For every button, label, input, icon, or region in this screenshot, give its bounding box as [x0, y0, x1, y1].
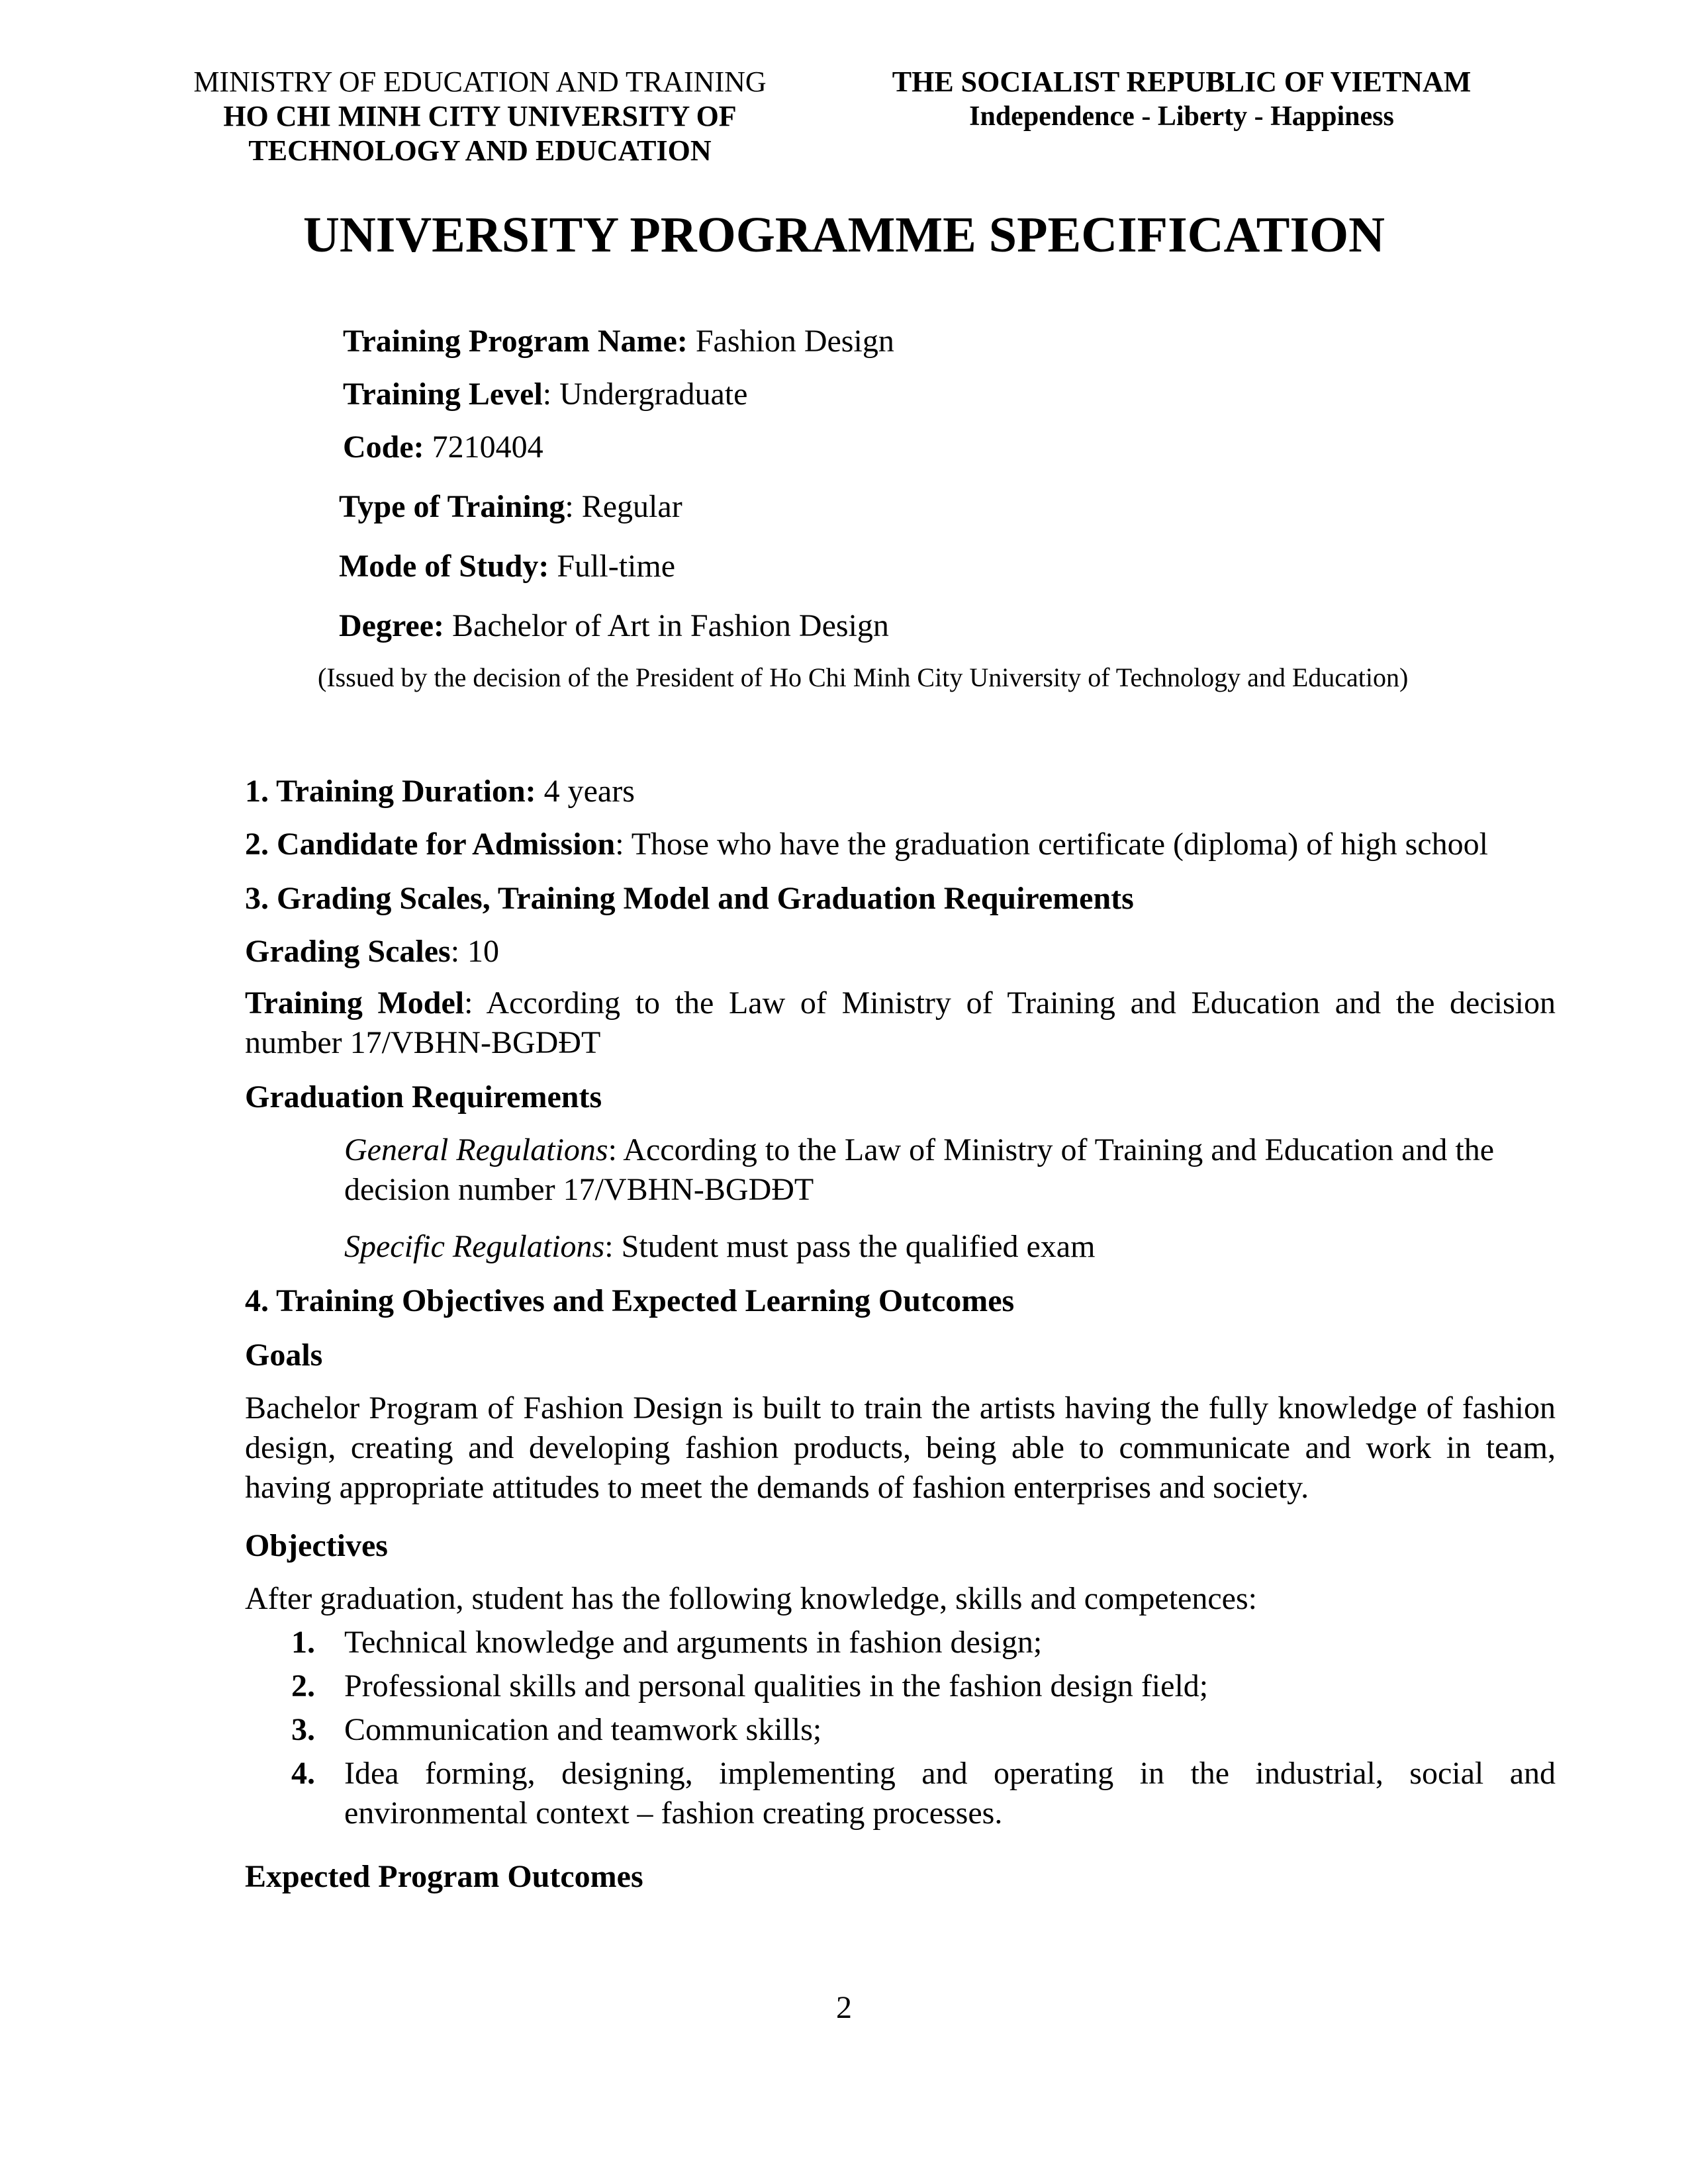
type-of-training-label: Type of Training — [339, 489, 565, 524]
admission-value: : Those who have the graduation certificate (diploma) of high school — [615, 827, 1488, 862]
admission-label: 2. Candidate for Admission — [245, 827, 616, 862]
objective-item: Idea forming, designing, implementing and operating in the industrial, social and environmental context – fashion creating processes. — [344, 1756, 1556, 1831]
training-level-value: : Undergraduate — [542, 377, 748, 412]
page-number: 2 — [836, 1990, 852, 2025]
objectives-section-heading: 4. Training Objectives and Expected Learning Outcomes — [245, 1283, 1015, 1318]
code-row — [343, 429, 543, 466]
type-of-training-row — [339, 488, 682, 525]
type-of-training-value: : Regular — [565, 489, 682, 524]
ministry-header — [132, 65, 827, 168]
training-level-label: Training Level — [343, 377, 543, 412]
objective-number: 1. — [291, 1625, 315, 1660]
training-model-label: Training Model — [245, 985, 465, 1021]
mode-of-study-row — [339, 548, 675, 585]
mode-of-study-value: Full-time — [549, 549, 676, 584]
training-duration-row — [245, 772, 1556, 811]
republic-name: THE SOCIALIST REPUBLIC OF VIETNAM — [892, 66, 1472, 98]
degree-value: Bachelor of Art in Fashion Design — [444, 608, 889, 643]
code-label: Code: — [343, 430, 424, 465]
specific-regulations-value: : Student must pass the qualified exam — [604, 1229, 1096, 1264]
training-duration-value: 4 years — [536, 774, 635, 809]
mode-of-study-label: Mode of Study: — [339, 549, 549, 584]
training-duration-label: 1. Training Duration: — [245, 774, 536, 809]
admission-row — [245, 825, 1556, 864]
objective-item: Technical knowledge and arguments in fashion design; — [344, 1625, 1043, 1660]
objective-number: 4. — [291, 1756, 315, 1791]
objectives-intro: After graduation, student has the following knowledge, skills and competences: — [245, 1581, 1257, 1616]
grading-scales-label: Grading Scales — [245, 934, 451, 969]
training-level-row — [343, 376, 747, 413]
document-title: UNIVERSITY PROGRAMME SPECIFICATION — [303, 207, 1385, 263]
program-name-value: Fashion Design — [687, 324, 894, 359]
training-model-paragraph — [245, 983, 1556, 1063]
issued-note: (Issued by the decision of the President of Ho Chi Minh City University of Technology and Education) — [318, 662, 1409, 692]
ministry-name: MINISTRY OF EDUCATION AND TRAINING — [193, 66, 767, 98]
objective-item: Communication and teamwork skills; — [344, 1712, 822, 1747]
general-regulations-paragraph — [344, 1130, 1556, 1210]
specific-regulations-label: Specific Regulations — [344, 1229, 605, 1264]
university-name-line2: TECHNOLOGY AND EDUCATION — [248, 134, 712, 167]
republic-header — [831, 65, 1532, 134]
program-name-row — [343, 323, 894, 360]
code-value: 7210404 — [424, 430, 543, 465]
program-name-label: Training Program Name: — [343, 324, 688, 359]
specific-regulations-row — [344, 1227, 1556, 1267]
objectives-heading: Objectives — [245, 1528, 388, 1563]
degree-row — [339, 608, 889, 645]
goals-paragraph: Bachelor Program of Fashion Design is built to train the artists having the fully knowledge of fashion design, creating and developing fashion products, being able to communicate and work in team, having appropriate attitudes to meet the demands of fashion enterprises and society. — [245, 1390, 1556, 1505]
graduation-requirements-heading: Graduation Requirements — [245, 1079, 602, 1115]
objective-number: 2. — [291, 1668, 315, 1704]
national-motto: Independence - Liberty - Happiness — [969, 101, 1394, 132]
objective-item: Professional skills and personal qualities in the fashion design field; — [344, 1668, 1209, 1704]
degree-label: Degree: — [339, 608, 444, 643]
grading-scales-value: : 10 — [450, 934, 500, 969]
general-regulations-label: General Regulations — [344, 1132, 608, 1167]
goals-heading: Goals — [245, 1338, 323, 1373]
grading-section-heading: 3. Grading Scales, Training Model and Graduation Requirements — [245, 881, 1134, 916]
university-name-line1: HO CHI MINH CITY UNIVERSITY OF — [223, 100, 737, 132]
expected-outcomes-heading: Expected Program Outcomes — [245, 1859, 643, 1894]
general-regulations-value: : According to the Law of Ministry of Training and Education and the decision number 17/VBHN-BGDĐT — [344, 1132, 1495, 1207]
objective-number: 3. — [291, 1712, 315, 1747]
grading-scales-row — [245, 932, 1556, 972]
training-model-value: : According to the Law of Ministry of Training and Education and the decision number 17/VBHN-BGDĐT — [245, 985, 1556, 1060]
